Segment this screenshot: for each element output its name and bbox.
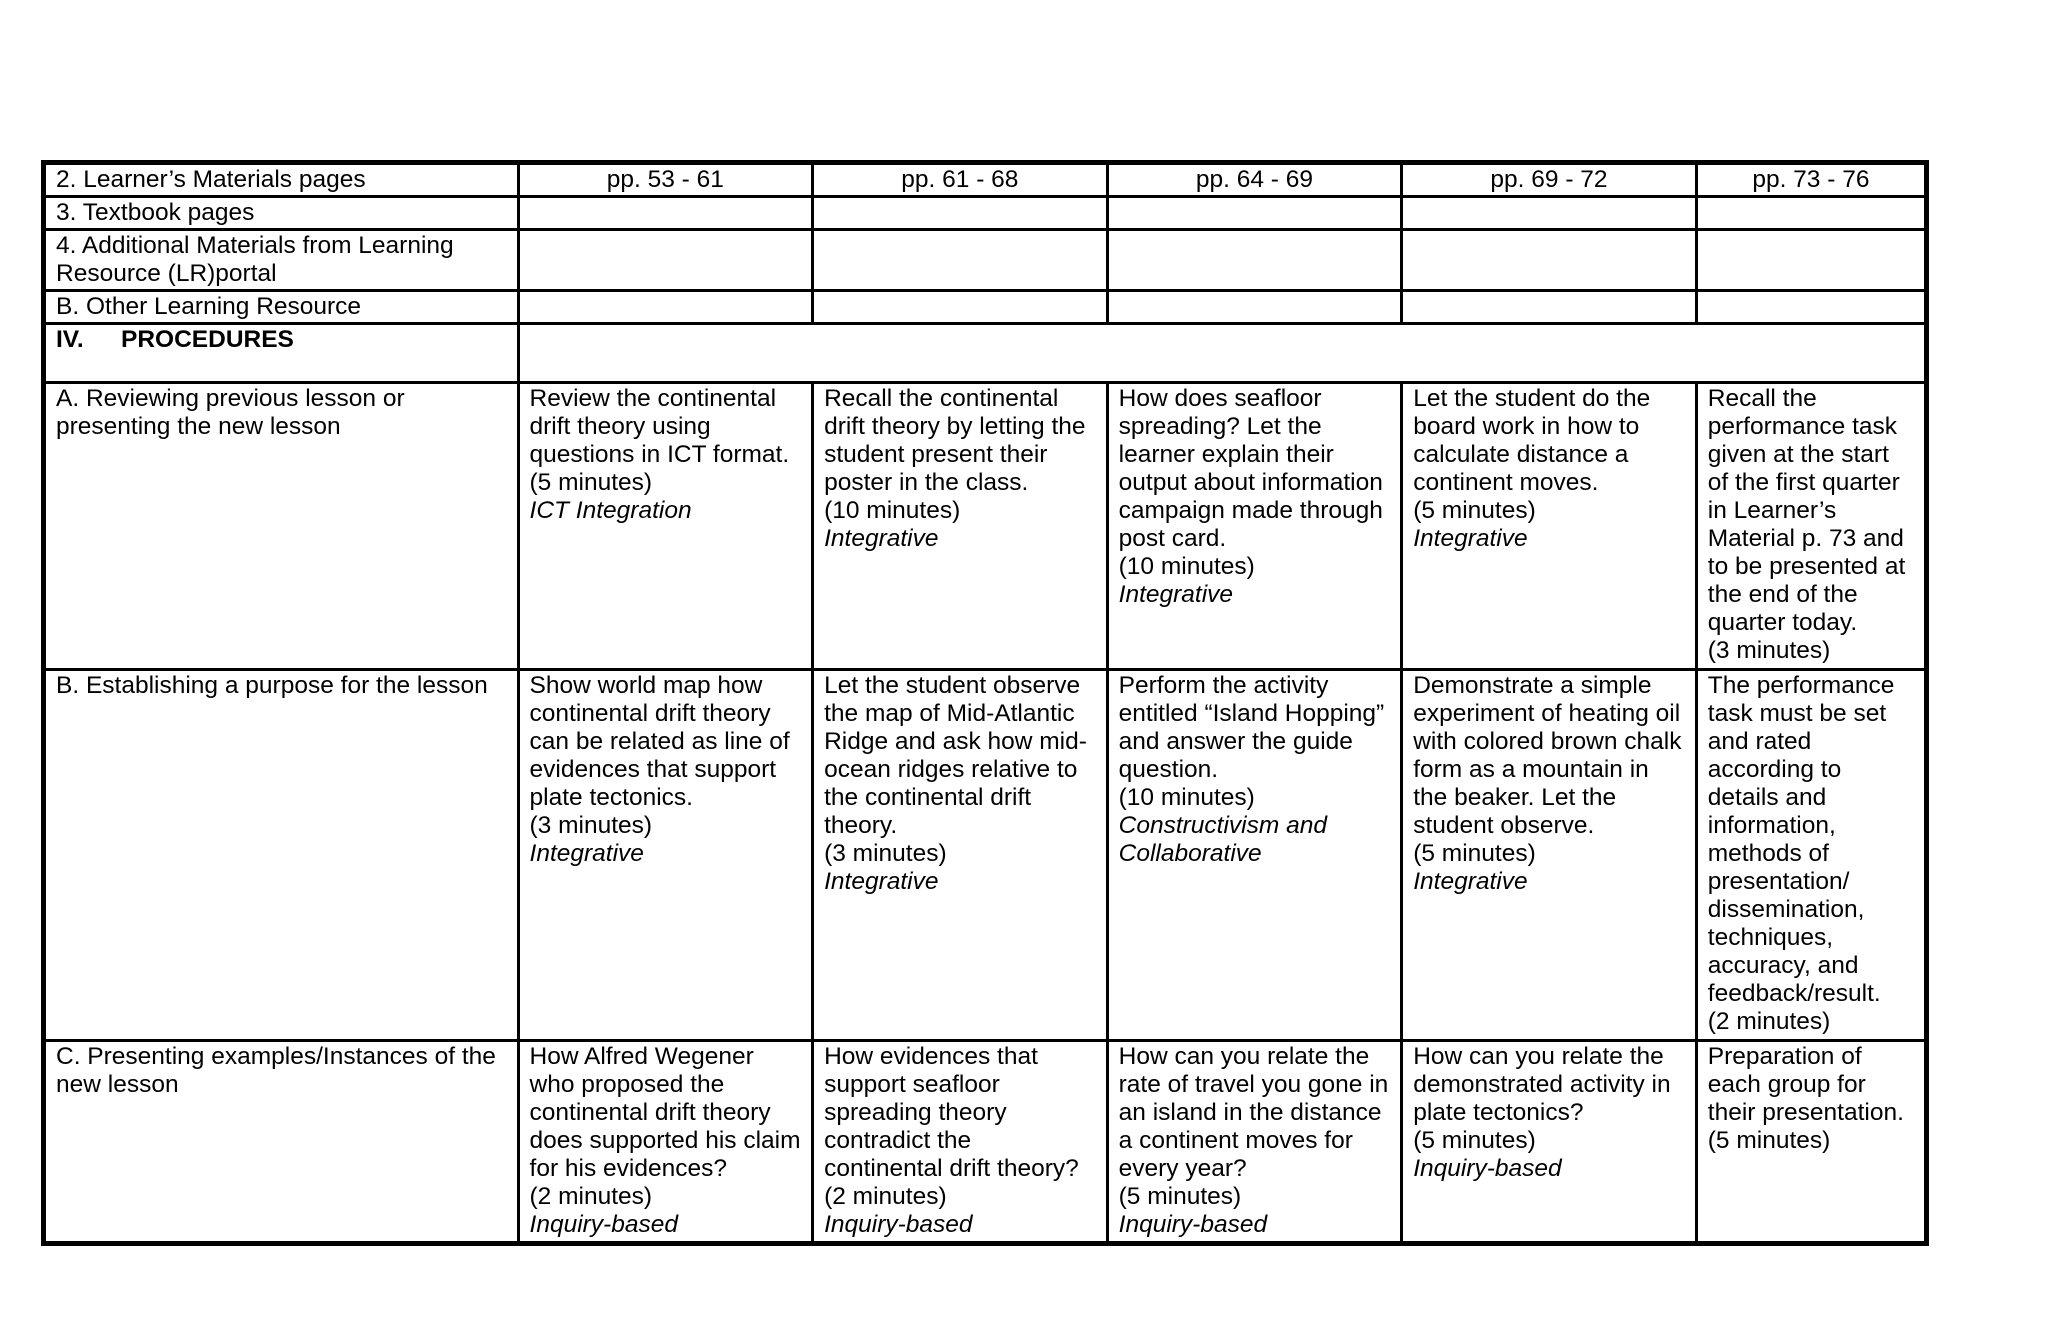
cell-text: How does seafloor spreading? Let the learner explain their output about information campaign made through post card. — [1118, 385, 1383, 552]
cell-text: How can you relate the demonstrated activity in plate tectonics? — [1413, 1043, 1671, 1126]
procedure-b-cell-3 — [1107, 670, 1402, 1041]
empty-cell — [518, 230, 813, 291]
cell-time: (2 minutes) — [824, 1183, 947, 1210]
cell-strategy: ICT Integration — [529, 497, 692, 524]
cell-time: (10 minutes) — [1118, 784, 1255, 811]
cell-strategy: Integrative — [1118, 581, 1234, 608]
procedure-a-cell-3 — [1107, 383, 1402, 670]
cell-strategy: Inquiry-based — [529, 1211, 678, 1238]
procedures-heading — [44, 324, 519, 383]
empty-cell — [813, 197, 1108, 230]
cell-strategy: Inquiry-based — [824, 1211, 973, 1238]
cell-strategy: Integrative — [1413, 525, 1528, 552]
empty-cell — [1402, 197, 1697, 230]
textbook-label: 3. Textbook pages — [44, 197, 519, 230]
cell-strategy: Inquiry-based — [1118, 1211, 1268, 1238]
cell-text: How can you relate the rate of travel you gone in an island in the distance a continent moves for every year? — [1118, 1043, 1389, 1182]
cell-text: How evidences that support seafloor spreading theory contradict the continental drift theory? — [824, 1043, 1079, 1182]
empty-cell — [1402, 291, 1697, 324]
cell-time: (3 minutes) — [824, 840, 947, 867]
empty-cell — [1696, 230, 1926, 291]
empty-cell — [1107, 291, 1402, 324]
procedure-a-cell-2 — [813, 383, 1108, 670]
cell-time: (2 minutes) — [1707, 1008, 1831, 1035]
empty-cell — [813, 230, 1108, 291]
cell-text: Review the continental drift theory using questions in ICT format. — [529, 385, 790, 468]
cell-strategy: Integrative — [824, 868, 939, 895]
procedure-b-cell-5 — [1696, 670, 1926, 1041]
cell-strategy: Integrative — [1413, 868, 1528, 895]
procedure-c-cell-2 — [813, 1041, 1108, 1244]
cell-time: (5 minutes) — [1118, 1183, 1242, 1210]
learners-materials-pages-3: pp. 64 - 69 — [1107, 163, 1402, 197]
procedure-a-cell-5 — [1696, 383, 1926, 670]
cell-text: Let the student observe the map of Mid-Atlantic Ridge and ask how mid-ocean ridges relative to the continental drift theory. — [824, 672, 1087, 839]
procedure-a-cell-4 — [1402, 383, 1697, 670]
cell-time: (10 minutes) — [1118, 553, 1255, 580]
procedure-b-cell-4 — [1402, 670, 1697, 1041]
other-resource-label: B. Other Learning Resource — [44, 291, 519, 324]
procedure-c-cell-4 — [1402, 1041, 1697, 1244]
textbook-row — [44, 197, 1927, 230]
additional-materials-label — [44, 230, 519, 291]
procedure-c-cell-3 — [1107, 1041, 1402, 1244]
additional-materials-label-line2: Resource (LR)portal — [56, 260, 277, 287]
learners-materials-label: 2. Learner’s Materials pages — [44, 163, 519, 197]
procedure-row-b — [44, 670, 1927, 1041]
cell-text: Preparation of each group for their presentation. — [1707, 1043, 1904, 1126]
cell-text: Show world map how continental drift theory can be related as line of evidences that support plate tectonics. — [529, 672, 790, 811]
cell-time: (5 minutes) — [1413, 840, 1536, 867]
empty-cell — [518, 197, 813, 230]
cell-strategy: Integrative — [824, 525, 939, 552]
cell-text: Perform the activity entitled “Island Hopping” and answer the guide question. — [1118, 672, 1385, 783]
cell-text: Let the student do the board work in how to calculate distance a continent moves. — [1413, 385, 1651, 496]
cell-strategy: Constructivism and Collaborative — [1118, 812, 1327, 867]
procedure-b-cell-2 — [813, 670, 1108, 1041]
procedures-row — [44, 324, 1927, 383]
cell-time: (5 minutes) — [1707, 1127, 1831, 1154]
empty-cell — [1696, 197, 1926, 230]
cell-strategy: Integrative — [529, 840, 644, 867]
cell-time: (10 minutes) — [824, 497, 961, 524]
cell-text: The performance task must be set and rated according to details and information, methods of presentation/ dissemination, techniques, accuracy, and feedback/result. — [1707, 672, 1895, 1007]
empty-cell — [813, 291, 1108, 324]
empty-cell — [518, 291, 813, 324]
cell-text: Demonstrate a simple experiment of heating oil with colored brown chalk form as a mountain in the beaker. Let the student observe. — [1413, 672, 1682, 839]
procedure-row-a — [44, 383, 1927, 670]
procedures-empty-cell — [518, 324, 1926, 383]
empty-cell — [1107, 230, 1402, 291]
empty-cell — [1107, 197, 1402, 230]
cell-strategy: Inquiry-based — [1413, 1155, 1562, 1182]
learners-materials-pages-4: pp. 69 - 72 — [1402, 163, 1697, 197]
procedure-b-cell-1 — [518, 670, 813, 1041]
cell-time: (3 minutes) — [529, 812, 653, 839]
learners-materials-pages-5: pp. 73 - 76 — [1696, 163, 1926, 197]
additional-materials-row — [44, 230, 1927, 291]
cell-time: (5 minutes) — [529, 469, 653, 496]
cell-text: How Alfred Wegener who proposed the continental drift theory does supported his claim for his evidences? — [529, 1043, 801, 1182]
lesson-plan-table — [41, 160, 1929, 1246]
procedure-c-label: C. Presenting examples/Instances of the new lesson — [44, 1041, 519, 1244]
procedures-label: PROCEDURES — [121, 326, 294, 353]
cell-time: (3 minutes) — [1707, 637, 1831, 664]
learners-materials-pages-2: pp. 61 - 68 — [813, 163, 1108, 197]
procedure-a-label: A. Reviewing previous lesson or presenting the new lesson — [44, 383, 519, 670]
other-resource-row — [44, 291, 1927, 324]
additional-materials-label-line1: 4. Additional Materials from Learning — [56, 232, 454, 259]
empty-cell — [1402, 230, 1697, 291]
cell-text: Recall the continental drift theory by letting the student present their poster in the class. — [824, 385, 1086, 496]
procedure-a-cell-1 — [518, 383, 813, 670]
cell-text: Recall the performance task given at the start of the first quarter in Learner’s Material p. 73 and to be presented at the end of the quarter today. — [1707, 385, 1906, 636]
procedure-b-label: B. Establishing a purpose for the lesson — [44, 670, 519, 1041]
procedure-row-c — [44, 1041, 1927, 1244]
cell-time: (5 minutes) — [1413, 1127, 1536, 1154]
procedures-number: IV. — [56, 326, 84, 353]
learners-materials-pages-1: pp. 53 - 61 — [518, 163, 813, 197]
cell-time: (2 minutes) — [529, 1183, 653, 1210]
procedure-c-cell-5 — [1696, 1041, 1926, 1244]
cell-time: (5 minutes) — [1413, 497, 1536, 524]
empty-cell — [1696, 291, 1926, 324]
procedure-c-cell-1 — [518, 1041, 813, 1244]
learners-materials-row — [44, 163, 1927, 197]
